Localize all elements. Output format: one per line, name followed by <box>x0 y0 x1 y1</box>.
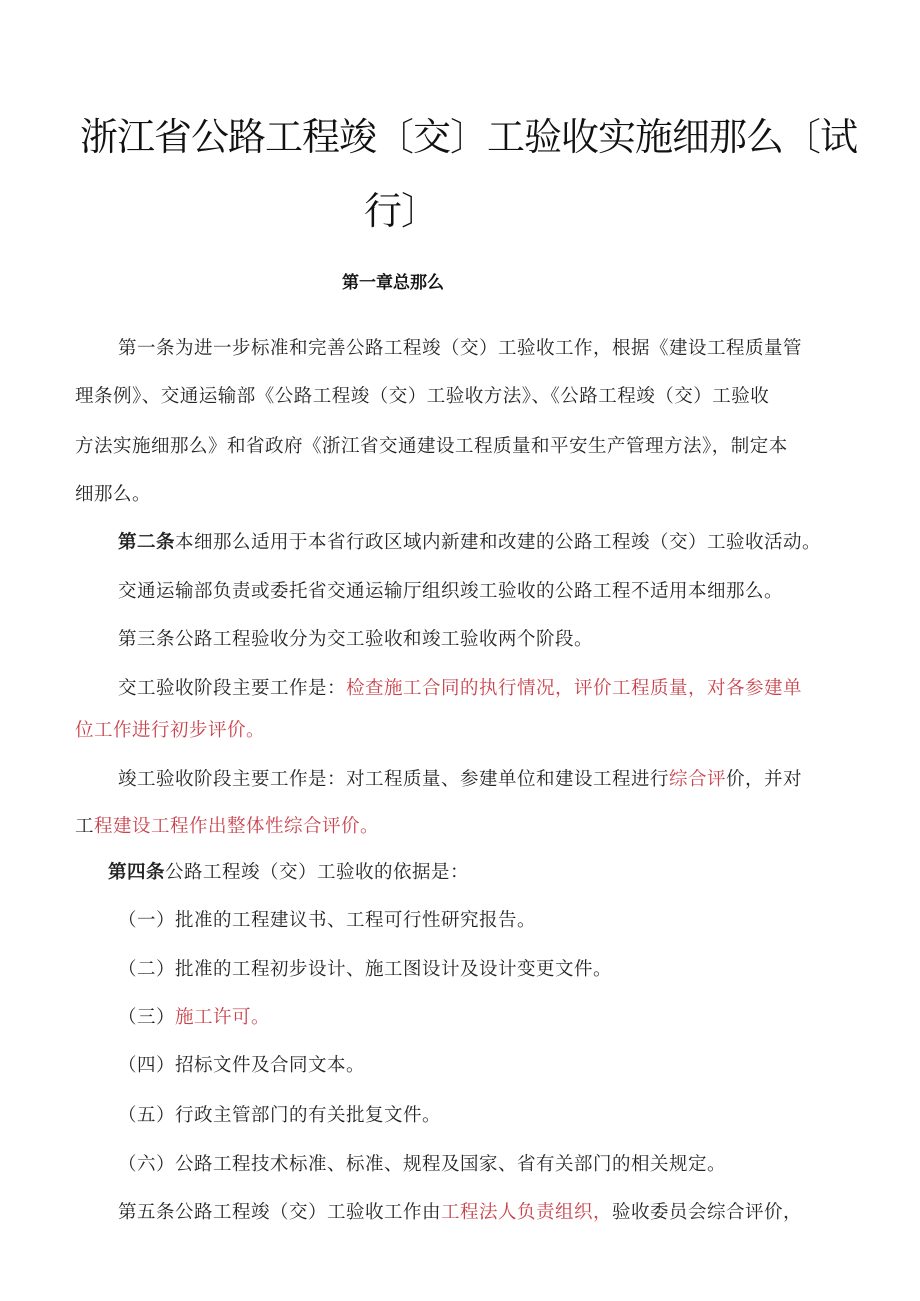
article4-item: （六）公路工程技术标准、标准、规程及国家、省有关部门的相关规定。 <box>118 1154 727 1175</box>
article5-line1 <box>118 1198 802 1224</box>
jiaogong-highlight-2: 位工作进行初步评价。 <box>75 720 266 741</box>
article1-line2: 理条例》、交通运输部《公路工程竣（交）工验收方法》、《公路工程竣（交）工验收 <box>75 386 770 407</box>
article3-jungong-line1 <box>118 765 802 791</box>
article5-prefix: 第五条公路工程竣（交）工验收工作由 <box>118 1202 442 1223</box>
article5-suffix: 验收委员会综合评价， <box>612 1202 803 1223</box>
article5-highlight: 工程法人负责组织， <box>441 1202 613 1223</box>
jungong-suffix: 价，并对 <box>726 769 803 790</box>
document-title-line1: 浙江省公路工程竣〔交〕工验收实施细那么〔试 <box>80 115 858 159</box>
jungong-prefix: 竣工验收阶段主要工作是：对工程质量、参建单位和建设工程进行 <box>118 769 670 790</box>
article4-item3-number: （三） <box>118 1007 176 1028</box>
article4-item: （一）批准的工程建议书、工程可行性研究报告。 <box>118 910 537 931</box>
chapter-heading: 第一章总那么 <box>342 273 444 293</box>
jiaogong-highlight-1: 检查施工合同的执行情况，评价工程质量，对各参建单 <box>346 678 803 699</box>
article1-line1: 第一条为进一步标准和完善公路工程竣（交）工验收工作，根据《建设工程质量管 <box>118 338 803 359</box>
article2-text: 本细那么适用于本省行政区域内新建和改建的公路工程竣（交）工验收活动。 <box>175 532 822 553</box>
document-title-line2: 行〕 <box>364 189 439 233</box>
jungong-highlight-mid: 综合评 <box>669 769 727 790</box>
article3-jiaogong-line1 <box>118 674 802 700</box>
article2-label: 第二条 <box>118 532 176 553</box>
jungong-line2-highlight: 程建设工程作出整体性综合评价。 <box>94 816 380 837</box>
article4-item: （四）招标文件及合同文本。 <box>118 1055 366 1076</box>
article1-line3: 方法实施细那么》和省政府《浙江省交通建设工程质量和平安生产管理方法》，制定本 <box>75 436 788 457</box>
article3-line1: 第三条公路工程验收分为交工验收和竣工验收两个阶段。 <box>118 629 594 650</box>
article2-line1 <box>118 528 821 554</box>
article4-item: （二）批准的工程初步设计、施工图设计及设计变更文件。 <box>118 959 613 980</box>
article2-line2: 交通运输部负责或委托省交通运输厅组织竣工验收的公路工程不适用本细那么。 <box>118 581 784 602</box>
article4-item: （五）行政主管部门的有关批复文件。 <box>118 1105 442 1126</box>
article4-item-3 <box>118 1003 270 1029</box>
jungong-line2-plain: 工 <box>75 816 95 837</box>
article4-item3-highlight: 施工许可。 <box>175 1007 271 1028</box>
article4-label: 第四条 <box>108 862 166 883</box>
article4-text: 公路工程竣（交）工验收的依据是： <box>165 862 470 883</box>
jiaogong-prefix: 交工验收阶段主要工作是： <box>118 678 347 699</box>
article4-line1 <box>108 858 469 884</box>
article1-line4: 细那么。 <box>75 484 152 505</box>
article3-jungong-line2 <box>75 812 379 838</box>
